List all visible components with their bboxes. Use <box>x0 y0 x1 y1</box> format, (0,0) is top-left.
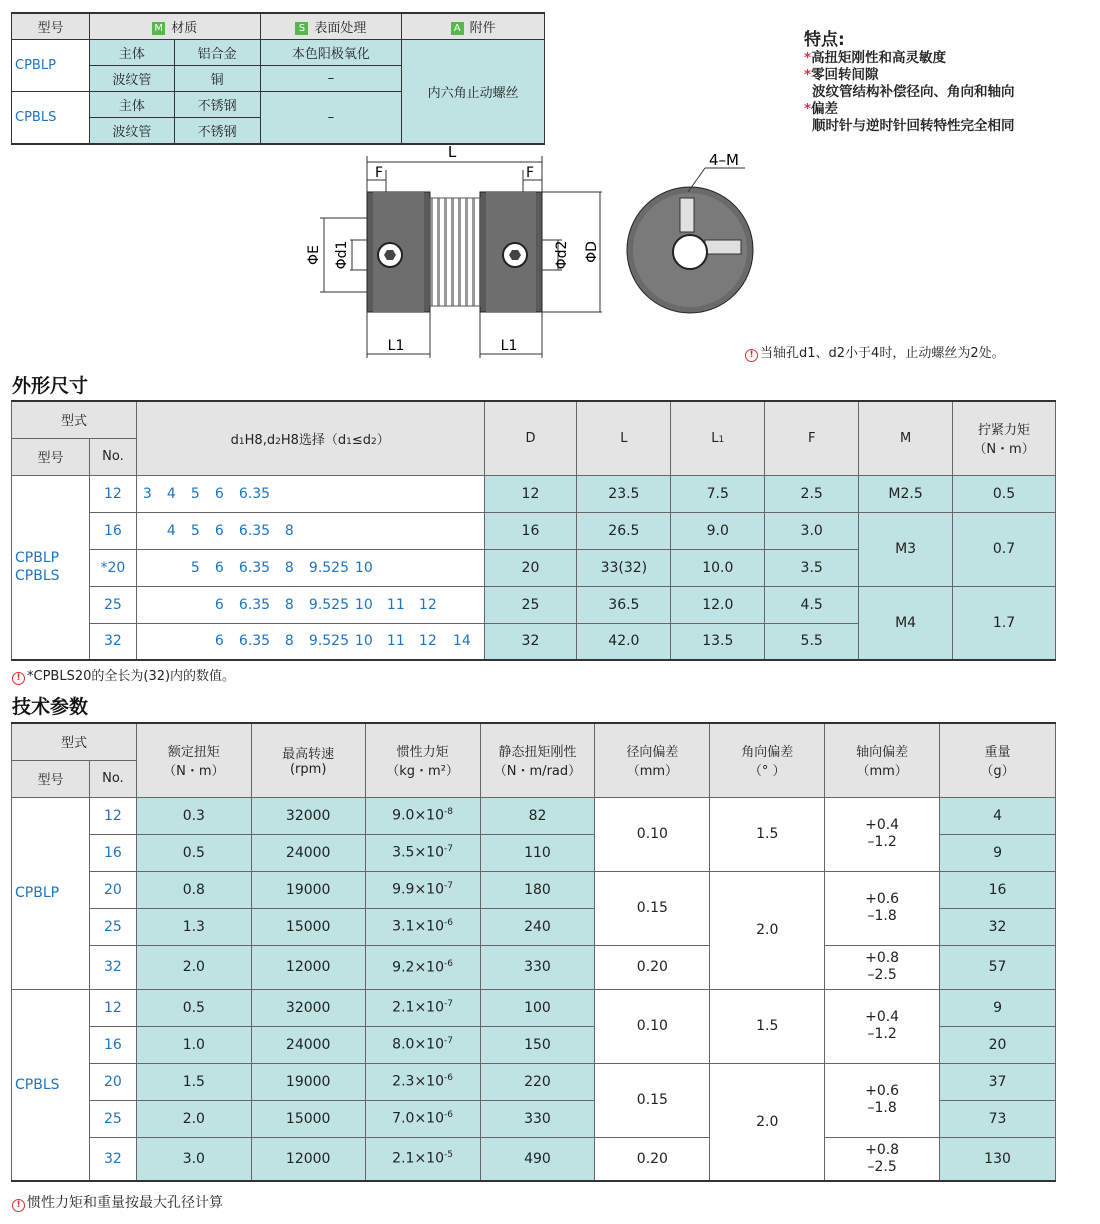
inertia-exponent: -7 <box>443 881 453 892</box>
rated-torque-value: 1.5 <box>136 1063 251 1100</box>
rated-torque-value: 0.5 <box>136 834 251 871</box>
dimensions-note: ! *CPBLS20的全长为(32)内的数值。 <box>12 665 235 685</box>
dim-F-value: 3.5 <box>765 549 859 586</box>
rated-torque-value: 1.3 <box>136 908 251 945</box>
stiffness-value: 82 <box>480 797 595 834</box>
dim-no: 25 <box>89 586 136 623</box>
dim-D-value: 12 <box>484 475 577 512</box>
weight-value: 16 <box>940 871 1056 908</box>
feature-item: *零回转间隙 <box>804 67 879 83</box>
inertia-exponent: -6 <box>443 918 453 929</box>
inertia-value <box>365 908 480 945</box>
bore-options <box>136 623 484 660</box>
dim-L1-right: L1 <box>500 338 518 354</box>
tech-table <box>11 722 1056 1182</box>
inertia-mantissa: 9.2 <box>392 959 415 976</box>
feature-detail: 波纹管结构补偿径向、角向和轴向 <box>812 84 1015 100</box>
dim-M-value: M4 <box>859 586 953 660</box>
surface-cell: – <box>260 66 402 92</box>
header-model: 型号 <box>12 13 90 40</box>
bore-option: 10 <box>354 633 373 650</box>
header-accessory: A 附件 <box>402 13 545 40</box>
inertia-value <box>365 945 480 989</box>
warning-icon: ! <box>12 1199 25 1212</box>
model-cpbls: CPBLS <box>12 92 90 145</box>
dimensions-table <box>11 400 1056 661</box>
tech-no: 32 <box>89 1137 136 1181</box>
bore-option: 8 <box>284 596 294 613</box>
stiffness-value: 330 <box>480 1100 595 1137</box>
stiffness-value: 330 <box>480 945 595 989</box>
axial-plus: +0.8 <box>865 950 900 966</box>
bore-option: 12 <box>418 633 437 650</box>
bore-option: 9.525 <box>308 559 350 576</box>
bore-option: 9.525 <box>308 596 350 613</box>
rated-torque-value: 0.3 <box>136 797 251 834</box>
dimensions-title: 外形尺寸 <box>12 375 89 397</box>
header-M: M <box>859 401 953 475</box>
bore-options <box>136 586 484 623</box>
axial-minus: –2.5 <box>867 1158 897 1175</box>
max-speed-value: 32000 <box>251 989 365 1026</box>
bore-option: 8 <box>284 522 294 539</box>
axial-minus: –1.8 <box>867 1100 897 1116</box>
dim-L-value: 36.5 <box>577 586 671 623</box>
dim-L-value: 26.5 <box>577 512 671 549</box>
max-speed-value: 12000 <box>251 945 365 989</box>
rated-torque-value: 2.0 <box>136 945 251 989</box>
bore-option: 10 <box>354 596 373 613</box>
radial-deviation-value: 0.10 <box>595 797 710 871</box>
dim-D: ΦD <box>584 241 600 263</box>
weight-value: 20 <box>940 1026 1056 1063</box>
rated-torque-value: 0.5 <box>136 989 251 1026</box>
dim-L-value: 42.0 <box>577 623 671 660</box>
inertia-times: ×10 <box>414 844 444 861</box>
max-speed-value: 32000 <box>251 797 365 834</box>
dim-D-value: 25 <box>484 586 577 623</box>
axial-deviation-value <box>825 797 940 871</box>
dim-D-value: 32 <box>484 623 577 660</box>
radial-deviation-value: 0.15 <box>595 1063 710 1137</box>
tech-model-cell: CPBLS <box>12 989 90 1181</box>
inertia-value <box>365 1026 480 1063</box>
bore-option: 10 <box>354 559 373 576</box>
weight-value: 37 <box>940 1063 1056 1100</box>
dim-M: 4–M <box>709 151 739 169</box>
header-no: No. <box>89 438 136 475</box>
tech-no: 20 <box>89 1063 136 1100</box>
stiffness-value: 110 <box>480 834 595 871</box>
bore-option: 11 <box>386 596 405 613</box>
inertia-exponent: -6 <box>443 1110 453 1121</box>
axial-deviation-value <box>825 871 940 945</box>
dim-L1-value: 7.5 <box>671 475 765 512</box>
model-cpblp: CPBLP <box>12 40 90 92</box>
dim-D-value: 16 <box>484 512 577 549</box>
inertia-times: ×10 <box>414 918 444 935</box>
dim-L1-value: 9.0 <box>671 512 765 549</box>
axial-plus: +0.8 <box>865 1141 900 1158</box>
max-speed-value: 12000 <box>251 1137 365 1181</box>
dim-F-value: 3.0 <box>765 512 859 549</box>
bore-option: 3 <box>142 485 152 502</box>
surface-tag: S <box>295 22 308 35</box>
inertia-exponent: -7 <box>443 999 453 1010</box>
header-torque: 拧紧力矩 （N・m） <box>953 401 1056 475</box>
inertia-value <box>365 1063 480 1100</box>
bore-option: 6 <box>214 596 224 613</box>
weight-value: 32 <box>940 908 1056 945</box>
dim-L-value: 33(32) <box>577 549 671 586</box>
surface-cell: – <box>260 92 402 145</box>
dim-L1-value: 13.5 <box>671 623 765 660</box>
inertia-mantissa: 7.0 <box>392 1110 415 1127</box>
inertia-mantissa: 9.0 <box>392 807 415 824</box>
weight-value: 4 <box>940 797 1056 834</box>
rated-torque-value: 2.0 <box>136 1100 251 1137</box>
dim-F-right: F <box>525 165 535 181</box>
inertia-mantissa: 2.1 <box>392 1151 415 1168</box>
dim-torque-value: 1.7 <box>953 586 1056 660</box>
dim-F-left: F <box>374 165 384 181</box>
inertia-exponent: -5 <box>443 1150 453 1161</box>
dim-no: 32 <box>89 623 136 660</box>
axial-deviation-value <box>825 989 940 1063</box>
bore-options <box>136 475 484 512</box>
tech-no: 12 <box>89 797 136 834</box>
bore-options <box>136 512 484 549</box>
dim-torque-value: 0.5 <box>953 475 1056 512</box>
weight-value: 9 <box>940 989 1056 1026</box>
header-axial: 轴向偏差 （mm） <box>825 723 940 797</box>
inertia-value <box>365 989 480 1026</box>
max-speed-value: 24000 <box>251 834 365 871</box>
inertia-exponent: -7 <box>443 1036 453 1047</box>
bore-option: 6.35 <box>238 522 271 539</box>
tech-note: ! 惯性力矩和重量按最大孔径计算 <box>12 1192 223 1212</box>
bore-option: 11 <box>386 633 405 650</box>
coupling-drawing <box>290 140 770 365</box>
header-D: D <box>484 401 577 475</box>
header-model: 型号 <box>12 760 90 797</box>
dim-E: ΦE <box>306 245 322 265</box>
inertia-value <box>365 797 480 834</box>
inertia-times: ×10 <box>414 1110 444 1127</box>
bore-option: 6 <box>214 485 224 502</box>
inertia-mantissa: 8.0 <box>392 1036 415 1053</box>
bore-option: 4 <box>166 485 176 502</box>
header-surface: S 表面处理 <box>260 13 402 40</box>
weight-value: 57 <box>940 945 1056 989</box>
bore-option: 5 <box>190 559 200 576</box>
axial-plus: +0.6 <box>865 1083 900 1099</box>
header-bore: d1H8,d2H8选择（d1≤d2） <box>136 401 484 475</box>
bore-option: 8 <box>284 633 294 650</box>
radial-deviation-value: 0.20 <box>595 1137 710 1181</box>
stiffness-value: 240 <box>480 908 595 945</box>
header-type: 型式 <box>12 723 137 760</box>
tech-no: 16 <box>89 834 136 871</box>
bore-option: 6 <box>214 522 224 539</box>
inertia-exponent: -6 <box>443 958 453 969</box>
accessory-tag: A <box>451 22 464 35</box>
header-speed: 最高转速 (rpm) <box>251 723 365 797</box>
stiffness-value: 100 <box>480 989 595 1026</box>
stiffness-value: 490 <box>480 1137 595 1181</box>
axial-minus: –1.8 <box>867 908 897 924</box>
inertia-exponent: -6 <box>443 1073 453 1084</box>
drawing-note: ! 当轴孔d1、d2小于4时，止动螺丝为2处。 <box>745 342 1005 362</box>
header-angular: 角向偏差 （° ） <box>710 723 825 797</box>
max-speed-value: 15000 <box>251 908 365 945</box>
bore-option: 6.35 <box>238 596 271 613</box>
header-material: M 材质 <box>89 13 260 40</box>
inertia-times: ×10 <box>414 807 444 824</box>
bore-option: 6 <box>214 559 224 576</box>
weight-value: 130 <box>940 1137 1056 1181</box>
weight-value: 9 <box>940 834 1056 871</box>
warning-icon: ! <box>745 349 758 362</box>
tech-no: 32 <box>89 945 136 989</box>
angular-deviation-value: 2.0 <box>710 1063 825 1181</box>
axial-plus: +0.6 <box>865 891 900 907</box>
header-no: No. <box>89 760 136 797</box>
tech-no: 20 <box>89 871 136 908</box>
dim-d2: Φd2 <box>554 240 570 270</box>
header-weight: 重量 （g） <box>940 723 1056 797</box>
dim-L1-value: 12.0 <box>671 586 765 623</box>
tech-model-cell: CPBLP <box>12 797 90 989</box>
feature-item: *偏差 <box>804 101 839 117</box>
stiffness-value: 220 <box>480 1063 595 1100</box>
dim-M-value: M3 <box>859 512 953 586</box>
tech-title: 技术参数 <box>12 696 89 718</box>
bore-option: 5 <box>190 522 200 539</box>
inertia-exponent: -7 <box>443 844 453 855</box>
rated-torque-value: 1.0 <box>136 1026 251 1063</box>
header-inertia: 惯性力矩 （kg・m²） <box>365 723 480 797</box>
stiffness-value: 150 <box>480 1026 595 1063</box>
rated-torque-value: 3.0 <box>136 1137 251 1181</box>
material-cell: 不锈钢 <box>174 118 260 145</box>
part-cell: 主体 <box>89 92 174 118</box>
axial-minus: –1.2 <box>867 1026 897 1042</box>
inertia-times: ×10 <box>414 999 444 1016</box>
dim-L: L <box>447 143 457 161</box>
inertia-mantissa: 3.5 <box>392 844 415 861</box>
feature-detail: 顺时针与逆时针回转特性完全相同 <box>812 118 1015 134</box>
header-rated: 额定扭矩 （N・m） <box>136 723 251 797</box>
inertia-times: ×10 <box>414 1151 444 1168</box>
header-L: L <box>577 401 671 475</box>
tech-no: 12 <box>89 989 136 1026</box>
bore-option: 4 <box>166 522 176 539</box>
dim-D-value: 20 <box>484 549 577 586</box>
angular-deviation-value: 1.5 <box>710 989 825 1063</box>
material-cell: 铜 <box>174 66 260 92</box>
bore-option: 12 <box>418 596 437 613</box>
axial-minus: –1.2 <box>867 834 897 850</box>
dim-d1: Φd1 <box>334 240 350 270</box>
dim-F-value: 2.5 <box>765 475 859 512</box>
bore-option: 5 <box>190 485 200 502</box>
bore-option: 8 <box>284 559 294 576</box>
bore-option: 6.35 <box>238 559 271 576</box>
tech-no: 16 <box>89 1026 136 1063</box>
features-block <box>804 30 1094 135</box>
axial-plus: +0.4 <box>865 1009 900 1025</box>
header-F: F <box>765 401 859 475</box>
part-cell: 波纹管 <box>89 118 174 145</box>
header-radial: 径向偏差 （mm） <box>595 723 710 797</box>
axial-deviation-value <box>825 1063 940 1137</box>
axial-minus: –2.5 <box>867 967 897 983</box>
axial-plus: +0.4 <box>865 817 900 833</box>
feature-item: *高扭矩刚性和高灵敏度 <box>804 50 947 66</box>
inertia-value <box>365 1137 480 1181</box>
angular-deviation-value: 2.0 <box>710 871 825 989</box>
tech-no: 25 <box>89 908 136 945</box>
inertia-times: ×10 <box>414 1073 444 1090</box>
dim-L1-left: L1 <box>387 338 405 354</box>
dim-model-cell: CPBLP CPBLS <box>12 475 90 660</box>
angular-deviation-value: 1.5 <box>710 797 825 871</box>
inertia-mantissa: 2.1 <box>392 999 415 1016</box>
material-table <box>11 12 545 145</box>
max-speed-value: 15000 <box>251 1100 365 1137</box>
axial-deviation-value <box>825 945 940 989</box>
stiffness-value: 180 <box>480 871 595 908</box>
inertia-times: ×10 <box>414 959 444 976</box>
material-tag: M <box>152 22 165 35</box>
inertia-value <box>365 871 480 908</box>
axial-deviation-value <box>825 1137 940 1181</box>
surface-cell: 本色阳极氧化 <box>260 40 402 66</box>
max-speed-value: 19000 <box>251 871 365 908</box>
warning-icon: ! <box>12 672 25 685</box>
material-cell: 铝合金 <box>174 40 260 66</box>
bore-option: 6.35 <box>238 485 271 502</box>
inertia-mantissa: 3.1 <box>392 918 415 935</box>
material-cell: 不锈钢 <box>174 92 260 118</box>
dim-F-value: 4.5 <box>765 586 859 623</box>
max-speed-value: 24000 <box>251 1026 365 1063</box>
header-type: 型式 <box>12 401 137 438</box>
inertia-exponent: -8 <box>443 807 453 818</box>
dim-no: 12 <box>89 475 136 512</box>
dim-L-value: 23.5 <box>577 475 671 512</box>
dim-F-value: 5.5 <box>765 623 859 660</box>
bore-option: 14 <box>452 633 471 650</box>
inertia-times: ×10 <box>414 1036 444 1053</box>
inertia-times: ×10 <box>414 881 444 898</box>
max-speed-value: 19000 <box>251 1063 365 1100</box>
radial-deviation-value: 0.10 <box>595 989 710 1063</box>
inertia-mantissa: 2.3 <box>392 1073 415 1090</box>
inertia-value <box>365 1100 480 1137</box>
inertia-mantissa: 9.9 <box>392 881 415 898</box>
dim-torque-value: 0.7 <box>953 512 1056 586</box>
part-cell: 波纹管 <box>89 66 174 92</box>
header-model: 型号 <box>12 438 90 475</box>
header-L1: L1 <box>671 401 765 475</box>
bore-option: 9.525 <box>308 633 350 650</box>
features-title: 特点: <box>804 30 845 50</box>
part-cell: 主体 <box>89 40 174 66</box>
dim-no: *20 <box>89 549 136 586</box>
weight-value: 73 <box>940 1100 1056 1137</box>
dim-M-value: M2.5 <box>859 475 953 512</box>
bore-options <box>136 549 484 586</box>
bore-option: 6 <box>214 633 224 650</box>
header-stiffness: 静态扭矩刚性 （N・m/rad） <box>480 723 595 797</box>
bore-option: 6.35 <box>238 633 271 650</box>
inertia-value <box>365 834 480 871</box>
dim-L1-value: 10.0 <box>671 549 765 586</box>
radial-deviation-value: 0.20 <box>595 945 710 989</box>
tech-no: 25 <box>89 1100 136 1137</box>
dim-no: 16 <box>89 512 136 549</box>
radial-deviation-value: 0.15 <box>595 871 710 945</box>
rated-torque-value: 0.8 <box>136 871 251 908</box>
accessory-cell: 内六角止动螺丝 <box>402 40 545 145</box>
